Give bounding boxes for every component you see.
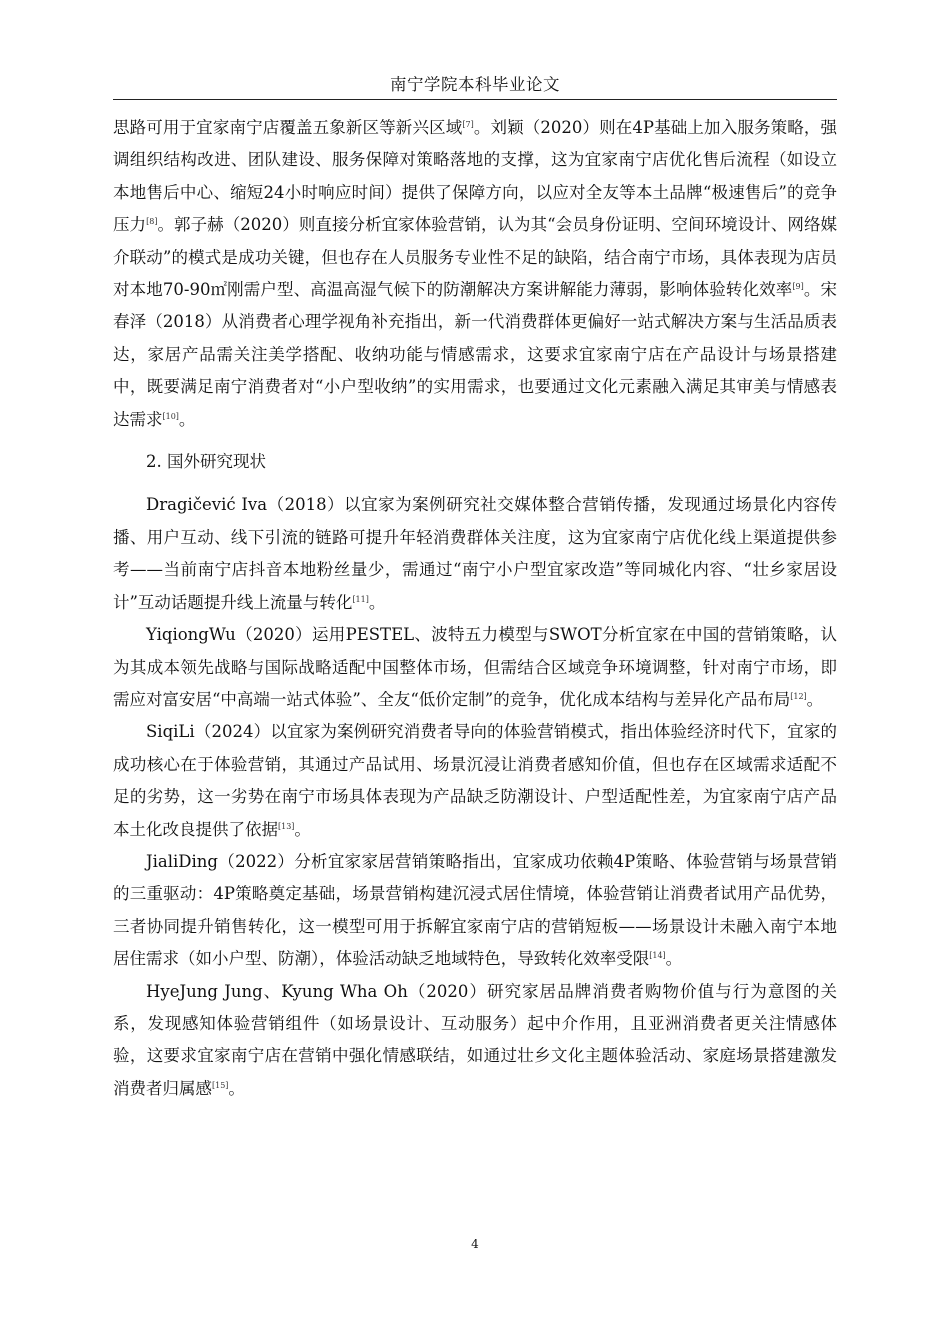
citation-ref: [9]: [792, 282, 804, 292]
paragraph-text: 。郭子赫（2020）则直接分析宜家体验营销，认为其“会员身份证明、空间环境设计、网络媒介联动”的模式是成功关键，但也存在人员服务专业性不足的缺陷，结合南宁市场，具体表现为店员对本地70-90㎡刚需户型、高温高湿气候下的防潮解决方案讲解能力薄弱，影响体验转化效率: [113, 215, 837, 300]
paragraph-text: HyeJung Jung、Kyung Wha Oh（2020）研究家居品牌消费者购物价值与行为意图的关系，发现感知体验营销组件（如场景设计、互动服务）起中介作用，且亚洲消费者更关注情感体验，这要求宜家南宁店在营销中强化情感联结，如通过壮乡文化主题体验活动、家庭场景搭建激发消费者归属感: [113, 981, 837, 1098]
paragraph-text: SiqiLi（2024）以宜家为案例研究消费者导向的体验营销模式，指出体验经济时代下，宜家的成功核心在于体验营销，其通过产品试用、场景沉浸让消费者感知价值，但也存在区域需求适配不足的劣势，这一劣势在南宁市场具体表现为产品缺乏防潮设计、户型适配性差，为宜家南宁店产品本土化改良提供了依据: [113, 722, 837, 839]
paragraph-text: 。: [368, 592, 386, 612]
citation-ref: [8]: [146, 217, 158, 227]
running-header: 南宁学院本科毕业论文: [390, 75, 560, 94]
paragraph-text: YiqiongWu（2020）运用PESTEL、波特五力模型与SWOT分析宜家在中国的营销策略，认为其成本领先战略与国际战略适配中国整体市场，但需结合区域竞争环境调整，针对南宁市场，即需应对富安居“中高端一站式体验”、全友“低价定制”的竞争，优化成本结构与差异化产品布局: [113, 625, 837, 709]
section-heading: 2. 国外研究现状: [146, 452, 266, 472]
paragraph-text: 。: [228, 1078, 245, 1098]
paragraph-text: 。: [665, 949, 683, 969]
citation-ref: [15]: [212, 1080, 229, 1090]
citation-ref: [10]: [162, 411, 179, 421]
paragraph-dragicevic: [113, 489, 837, 619]
header-rule: [113, 99, 837, 100]
paragraph-text: JialiDing（2022）分析宜家家居营销策略指出，宜家成功依赖4P策略、体验营销与场景营销的三重驱动：4P策略奠定基础，场景营销构建沉浸式居住情境，体验营销让消费者试用产品优势，三者协同提升销售转化，这一模型可用于拆解宜家南宁店的营销短板——场景设计未融入南宁本地居住需求（如小户型、防潮），体验活动缺乏地域特色，导致转化效率受限: [113, 851, 837, 969]
paragraph-hyejung: [113, 976, 837, 1106]
citation-ref: [7]: [462, 120, 474, 129]
paragraph-text: 。: [294, 819, 311, 839]
page-body: [113, 112, 837, 1105]
page-number: 4: [471, 1237, 479, 1251]
paragraph-domestic-continued: [113, 112, 837, 436]
citation-ref: [12]: [790, 691, 807, 701]
paragraph-text: 思路可用于宜家南宁店覆盖五象新区等新兴区域: [113, 118, 463, 137]
citation-ref: [11]: [352, 594, 369, 604]
citation-ref: [13]: [278, 821, 295, 831]
paragraph-text: 。刘颖（2020）则在4P基础上加入服务策略，强调组织结构改进、团队建设、服务保障对策略落地的支撑，这为宜家南宁店优化售后流程（如设立本地售后中心、缩短24小时响应时间）提供了保障方向，以应对全友等本土品牌“极速售后”的竞争压力: [113, 118, 838, 235]
paragraph-siqili: [113, 716, 837, 846]
paragraph-jialiding: [113, 846, 837, 976]
paragraph-text: 。宋春泽（2018）从消费者心理学视角补充指出，新一代消费群体更偏好一站式解决方案与生活品质表达，家居产品需关注美学搭配、收纳功能与情感需求，这要求宜家南宁店在产品设计与场景搭建中，既要满足南宁消费者对“小户型收纳”的实用需求，也要通过文化元素融入满足其审美与情感表达需求: [113, 280, 837, 429]
paragraph-text: 。: [178, 409, 196, 429]
citation-ref: [14]: [649, 951, 666, 961]
paragraph-text: 。: [806, 689, 824, 709]
paragraph-text: Dragičević Iva（2018）以宜家为案例研究社交媒体整合营销传播，发现通过场景化内容传播、用户互动、线下引流的链路可提升年轻消费群体关注度，这为宜家南宁店优化线上渠道提供参考——当前南宁店抖音本地粉丝量少，需通过“南宁小户型宜家改造”等同城化内容、“壮乡家居设计”互动话题提升线上流量与转化: [113, 495, 837, 612]
paragraph-yiqiongwu: [113, 619, 837, 716]
